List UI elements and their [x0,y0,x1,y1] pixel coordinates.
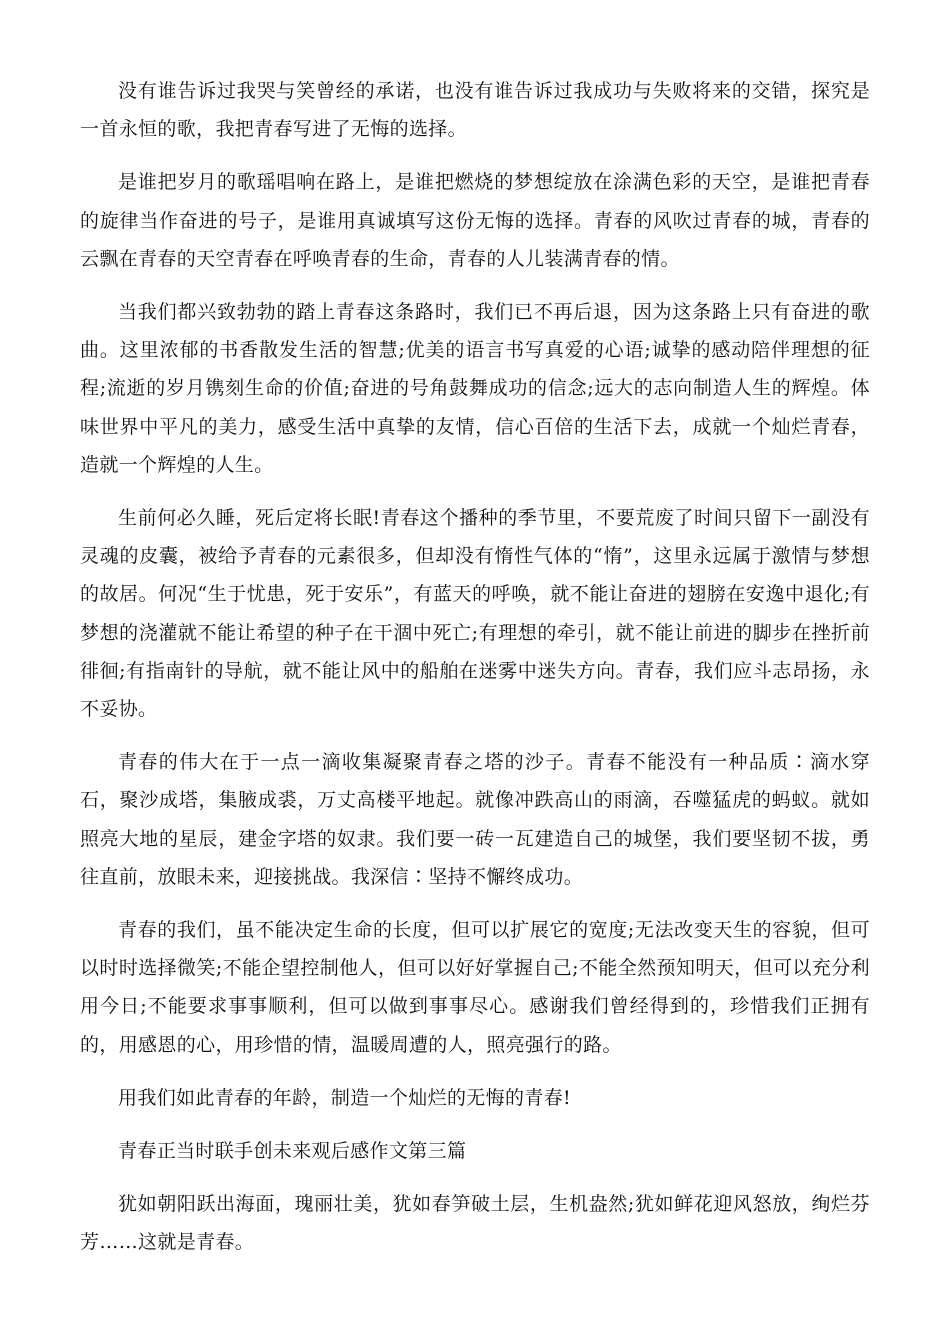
section-heading: 青春正当时联手创未来观后感作文第三篇 [118,1140,467,1163]
paragraph-3: 当我们都兴致勃勃的踏上青春这条路时，我们已不再后退，因为这条路上只有奋进的歌曲。这里浓郁的书香散发生活的智慧;优美的语言书写真爱的心语;诚挚的感动陪伴理想的征程;流逝的岁月镌刻生命的价值;奋进的号角鼓舞成功的信念;远大的志向制造人生的辉煌。体味世界中平凡的美力，感受生活中真挚的友情，信心百倍的生活下去，成就一个灿烂青春，造就一个辉煌的人生。 [80,301,870,476]
paragraph-7: 用我们如此青春的年龄，制造一个灿烂的无悔的青春! [118,1086,572,1109]
paragraph-8: 犹如朝阳跃出海面，瑰丽壮美，犹如春笋破土层，生机盎然;犹如鲜花迎风怒放，绚烂芬芳……这就是青春。 [80,1193,870,1254]
paragraph-5: 青春的伟大在于一点一滴收集凝聚青春之塔的沙子。青春不能没有一种品质∶滴水穿石，聚沙成塔，集腋成裘，万丈高楼平地起。就像冲跌高山的雨滴，吞噬猛虎的蚂蚁。就如照亮大地的星辰，建金字塔的奴隶。我们要一砖一瓦建造自己的城堡，我们要坚韧不拔，勇往直前，放眼未来，迎接挑战。我深信∶坚持不懈终成功。 [80,751,870,888]
paragraph-4: 生前何必久睡，死后定将长眠!青春这个播种的季节里，不要荒废了时间只留下一副没有灵魂的皮囊，被给予青春的元素很多，但却没有惰性气体的“惰”，这里永远属于激情与梦想的故居。何况“生于忧患，死于安乐”，有蓝天的呼唤，就不能让奋进的翅膀在安逸中退化;有梦想的浇灌就不能让希望的种子在干涸中死亡;有理想的牵引，就不能让前进的脚步在挫折前徘徊;有指南针的导航，就不能让风中的船舶在迷雾中迷失方向。青春，我们应斗志昂扬，永不妥协。 [80,507,870,721]
paragraph-2: 是谁把岁月的歌瑶唱响在路上，是谁把燃烧的梦想绽放在涂满色彩的天空，是谁把青春的旋律当作奋进的号子，是谁用真诚填写这份无悔的选择。青春的风吹过青春的城，青春的云飘在青春的天空青春在呼唤青春的生命，青春的人儿装满青春的情。 [80,171,870,270]
paragraph-6: 青春的我们，虽不能决定生命的长度，但可以扩展它的宽度;无法改变天生的容貌，但可以时时选择微笑;不能企望控制他人，但可以好好掌握自己;不能全然预知明天，但可以充分利用今日;不能要求事事顺利，但可以做到事事尽心。感谢我们曾经得到的，珍惜我们正拥有的，用感恩的心，用珍惜的情，温暖周遭的人，照亮强行的路。 [80,919,870,1056]
paragraph-1: 没有谁告诉过我哭与笑曾经的承诺，也没有谁告诉过我成功与失败将来的交错，探究是一首永恒的歌，我把青春写进了无悔的选择。 [80,80,870,141]
document-page [80,72,870,1277]
